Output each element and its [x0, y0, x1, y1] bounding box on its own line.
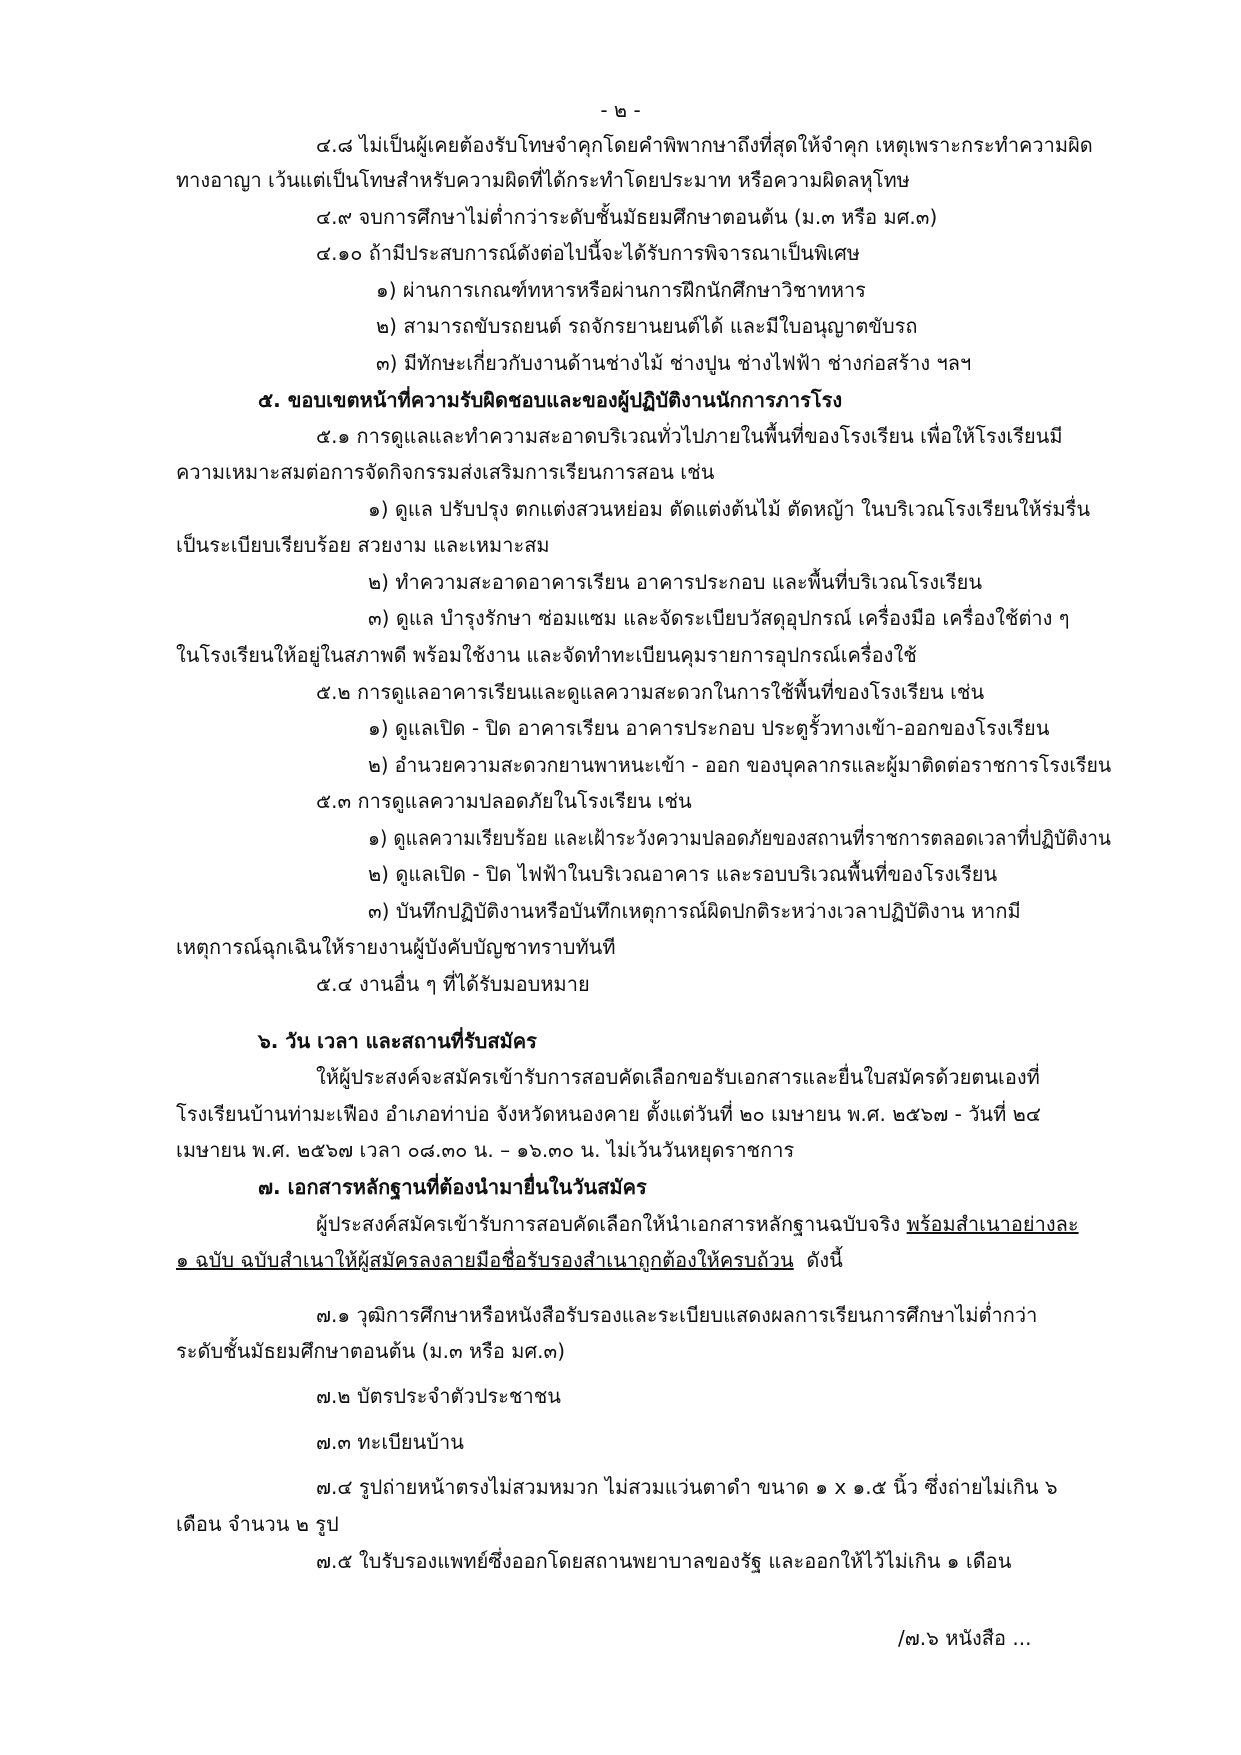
section-6-line2: โรงเรียนบ้านท่ามะเฟือง อำเภอท่าบ่อ จังหวัดหนองคาย ตั้งแต่วันที่ ๒๐ เมษายน พ.ศ. ๒๕๖๗ - วันที่ ๒๔ — [176, 1102, 1041, 1126]
clause-5-4: ๕.๔ งานอื่น ๆ ที่ได้รับมอบหมาย — [316, 972, 590, 996]
clause-5-1-item3-line1: ๓) ดูแล บำรุงรักษา ซ่อมแซม และจัดระเบียบวัสดุอุปกรณ์ เครื่องมือ เครื่องใช้ต่าง ๆ — [368, 606, 1070, 630]
clause-7-3: ๗.๓ ทะเบียนบ้าน — [316, 1430, 464, 1454]
section-6-line3: เมษายน พ.ศ. ๒๕๖๗ เวลา ๐๘.๓๐ น. – ๑๖.๓๐ น. ไม่เว้นวันหยุดราชการ — [176, 1138, 795, 1162]
clause-5-3-heading: ๕.๓ การดูแลความปลอดภัยในโรงเรียน เช่น — [316, 789, 692, 813]
clause-7-2: ๗.๒ บัตรประจำตัวประชาชน — [316, 1384, 561, 1408]
clause-5-3-item2: ๒) ดูแลเปิด - ปิด ไฟฟ้าในบริเวณอาคาร และรอบบริเวณพื้นที่ของโรงเรียน — [368, 862, 998, 886]
continuation-marker: /๗.๖ หนังสือ ... — [898, 1626, 1032, 1650]
clause-5-1-item1-line2: เป็นระเบียบเรียบร้อย สวยงาม และเหมาะสม — [176, 533, 550, 557]
clause-5-1-line2: ความเหมาะสมต่อการจัดกิจกรรมส่งเสริมการเรียนการสอน เช่น — [176, 460, 715, 484]
section-7-heading: ๗. เอกสารหลักฐานที่ต้องนำมายื่นในวันสมัคร — [258, 1175, 647, 1199]
section-7-intro-underlined: พร้อมสำเนาอย่างละ — [906, 1212, 1079, 1236]
section-7-intro-underlined: ๑ ฉบับ ฉบับสำเนาให้ผู้สมัครลงลายมือชื่อรับรองสำเนาถูกต้องให้ครบถ้วน — [176, 1248, 794, 1272]
clause-5-2-item1: ๑) ดูแลเปิด - ปิด อาคารเรียน อาคารประกอบ ประตูรั้วทางเข้า-ออกของโรงเรียน — [368, 716, 1050, 740]
clause-4-8-line1: ๔.๘ ไม่เป็นผู้เคยต้องรับโทษจำคุกโดยคำพิพากษาถึงที่สุดให้จำคุก เหตุเพราะกระทำความผิด — [316, 133, 1093, 157]
clause-5-3-item3-line1: ๓) บันทึกปฏิบัติงานหรือบันทึกเหตุการณ์ผิดปกติระหว่างเวลาปฏิบัติงาน หากมี — [368, 899, 1021, 923]
clause-7-1-line1: ๗.๑ วุฒิการศึกษาหรือหนังสือรับรองและระเบียบแสดงผลการเรียนการศึกษาไม่ต่ำกว่า — [316, 1303, 1038, 1327]
clause-7-5: ๗.๕ ใบรับรองแพทย์ซึ่งออกโดยสถานพยาบาลของรัฐ และออกให้ไว้ไม่เกิน ๑ เดือน — [316, 1549, 1012, 1573]
section-6-heading: ๖. วัน เวลา และสถานที่รับสมัคร — [258, 1029, 537, 1053]
section-7-intro-tail: ดังนี้ — [793, 1248, 843, 1272]
clause-7-4-line2: เดือน จำนวน ๒ รูป — [176, 1512, 339, 1536]
clause-4-10-item: ๒) สามารถขับรถยนต์ รถจักรยานยนต์ได้ และมีใบอนุญาตขับรถ — [376, 314, 918, 338]
section-5-heading: ๕. ขอบเขตหน้าที่ความรับผิดชอบและของผู้ปฏิบัติงานนักการภารโรง — [258, 388, 843, 412]
clause-5-3-item1: ๑) ดูแลความเรียบร้อย และเฝ้าระวังความปลอดภัยของสถานที่ราชการตลอดเวลาที่ปฏิบัติงาน — [368, 826, 1111, 850]
clause-5-3-item3-line2: เหตุการณ์ฉุกเฉินให้รายงานผู้บังคับบัญชาทราบทันที — [176, 935, 616, 959]
section-7-intro-text: ผู้ประสงค์สมัครเข้ารับการสอบคัดเลือกให้นำเอกสารหลักฐานฉบับจริง — [316, 1212, 907, 1236]
clause-5-1-item2: ๒) ทำความสะอาดอาคารเรียน อาคารประกอบ และพื้นที่บริเวณโรงเรียน — [368, 570, 983, 594]
clause-4-10-heading: ๔.๑๐ ถ้ามีประสบการณ์ดังต่อไปนี้จะได้รับการพิจารณาเป็นพิเศษ — [316, 241, 860, 265]
page-number: - ๒ - — [600, 98, 641, 122]
section-6-line1: ให้ผู้ประสงค์จะสมัครเข้ารับการสอบคัดเลือกขอรับเอกสารและยื่นใบสมัครด้วยตนเองที่ — [316, 1065, 1040, 1089]
clause-5-1-line1: ๕.๑ การดูแลและทำความสะอาดบริเวณทั่วไปภายในพื้นที่ของโรงเรียน เพื่อให้โรงเรียนมี — [316, 424, 1063, 448]
clause-5-1-item3-line2: ในโรงเรียนให้อยู่ในสภาพดี พร้อมใช้งาน และจัดทำทะเบียนคุมรายการอุปกรณ์เครื่องใช้ — [176, 643, 917, 667]
clause-5-2-item2: ๒) อำนวยความสะดวกยานพาหนะเข้า - ออก ของบุคลากรและผู้มาติดต่อราชการโรงเรียน — [368, 753, 1112, 777]
clause-4-9: ๔.๙ จบการศึกษาไม่ต่ำกว่าระดับชั้นมัธยมศึกษาตอนต้น (ม.๓ หรือ มศ.๓) — [316, 205, 938, 229]
clause-7-4-line1: ๗.๔ รูปถ่ายหน้าตรงไม่สวมหมวก ไม่สวมแว่นตาดำ ขนาด ๑ x ๑.๕ นิ้ว ซึ่งถ่ายไม่เกิน ๖ — [316, 1475, 1058, 1499]
section-7-intro-line2 — [176, 1246, 843, 1274]
clause-4-8-line2: ทางอาญา เว้นแต่เป็นโทษสำหรับความผิดที่ได้กระทำโดยประมาท หรือความผิดลหุโทษ — [176, 168, 910, 192]
clause-7-1-line2: ระดับชั้นมัธยมศึกษาตอนต้น (ม.๓ หรือ มศ.๓) — [176, 1339, 565, 1363]
clause-4-10-item: ๑) ผ่านการเกณฑ์ทหารหรือผ่านการฝึกนักศึกษาวิชาทหาร — [376, 278, 866, 302]
clause-5-1-item1-line1: ๑) ดูแล ปรับปรุง ตกแต่งสวนหย่อม ตัดแต่งต้นไม้ ตัดหญ้า ในบริเวณโรงเรียนให้ร่มรื่น — [368, 497, 1091, 521]
clause-5-2-heading: ๕.๒ การดูแลอาคารเรียนและดูแลความสะดวกในการใช้พื้นที่ของโรงเรียน เช่น — [316, 680, 985, 704]
section-7-intro-line1 — [316, 1210, 1079, 1238]
clause-4-10-item: ๓) มีทักษะเกี่ยวกับงานด้านช่างไม้ ช่างปูน ช่างไฟฟ้า ช่างก่อสร้าง ฯลฯ — [376, 351, 972, 375]
